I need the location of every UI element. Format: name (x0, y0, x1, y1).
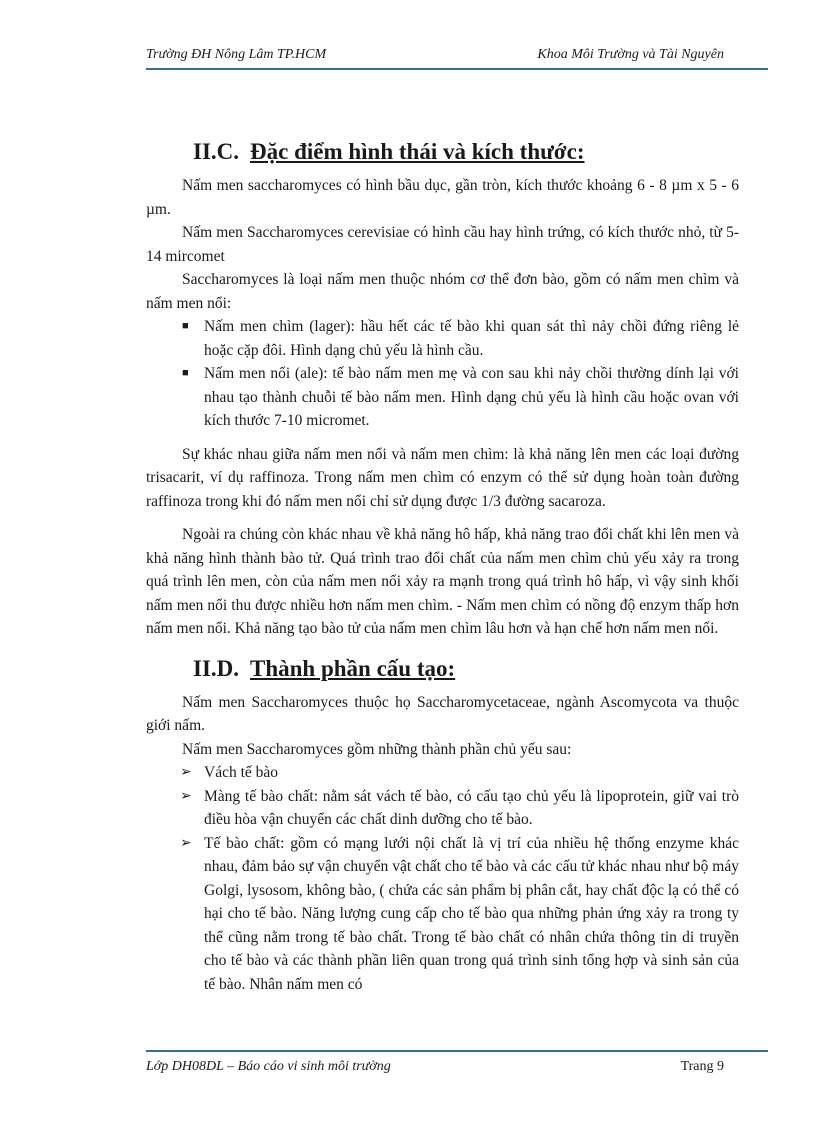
paragraph: Nấm men Saccharomyces thuộc họ Saccharomycetaceae, ngành Ascomycota va thuộc giới nấm. (146, 693, 739, 734)
paragraph: Nấm men Saccharomyces gồm những thành phần chủ yếu sau: (182, 740, 572, 758)
square-bullet-icon: ■ (182, 367, 189, 379)
list-item (146, 785, 739, 832)
list-item-text: Màng tế bào chất: nằm sát vách tế bào, có cấu tạo chủ yếu là lipoprotein, giữ vai trò điều hòa vận chuyển các chất dinh dưỡng cho tế bào. (204, 787, 739, 828)
paragraph: Nấm men Saccharomyces cerevisiae có hình cầu hay hình trứng, có kích thước nhỏ, từ 5-14 mircomet (146, 224, 739, 265)
bullet-list (146, 315, 739, 433)
section-number: II.D. (193, 655, 240, 681)
list-item-text: Tế bào chất: gồm có mạng lưới nội chất là vị trí của nhiều hệ thống enzyme khác nhau, đảm bảo sự vận chuyển vật chất cho tế bào và các cấu tử khác nhau như bộ máy Golgi, lysosom, không bào, ( chứa các sản phẩm bị phân cắt, hay chất độc lạ có thể có hại cho tế bào. Năng lượng cung cấp cho tế bào qua những phản ứng xảy ra trong ty thể cũng nằm trong tế bào chất. Trong tế bào chất có nhân chứa thông tin di truyền cho tế bào và các thành phần liên quan trong quá trình sinh tổng hợp và sinh sản của tế bào. Nhân nấm men có (204, 834, 739, 993)
arrow-list (146, 761, 739, 996)
list-item (146, 761, 739, 785)
section-title: Thành phần cấu tạo: (250, 655, 456, 681)
arrow-bullet-icon: ➢ (180, 765, 192, 780)
header-school: Trường ĐH Nông Lâm TP.HCM (146, 47, 327, 62)
list-item (146, 315, 739, 362)
footer-class: Lớp DH08DL – Báo cáo vi sinh môi trường (146, 1059, 391, 1074)
paragraph: Nấm men saccharomyces có hình bầu dục, gần tròn, kích thước khoảng 6 - 8 µm x 5 - 6 µm. (146, 177, 739, 218)
paragraph: Ngoài ra chúng còn khác nhau về khả năng hô hấp, khả năng trao đổi chất khi lên men và khả năng hình thành bào tử. Quá trình trao đổi chất của nấm men chìm chủ yếu xảy ra trong quá trình lên men, còn của nấm men nổi xảy ra mạnh trong quá trình hô hấp, vì vậy sinh khối nấm men nổi thu được nhiều hơn nấm men chìm. - Nấm men chìm có nồng độ enzym thấp hơn nấm men nổi. Khả năng tạo bào tử của nấm men chìm lâu hơn và hạn chế hơn nấm men nổi. (146, 526, 739, 637)
list-item-text: Nấm men chìm (lager): hầu hết các tế bào khi quan sát thì nảy chồi đứng riêng lẻ hoặc cặp đôi. Hình dạng chủ yếu là hình cầu. (204, 318, 739, 359)
section-heading-c (146, 138, 739, 166)
list-item-text: Nấm men nổi (ale): tế bào nấm men mẹ và con sau khi nảy chồi thường dính lại với nhau tạo thành chuỗi tế bào nấm men. Hình dạng chủ yếu là hình cầu hoặc ovan với kích thước 7-10 micromet. (204, 365, 739, 429)
header-rule (146, 68, 768, 70)
list-item-text: Vách tế bào (204, 764, 279, 781)
square-bullet-icon: ■ (182, 320, 189, 332)
page-body (146, 138, 739, 996)
section-title: Đặc điểm hình thái và kích thước: (250, 139, 585, 164)
footer-rule (146, 1050, 768, 1052)
list-item (146, 832, 739, 997)
paragraph: Saccharomyces là loại nấm men thuộc nhóm cơ thể đơn bào, gồm có nấm men chìm và nấm men nổi: (146, 271, 739, 312)
section-number: II.C. (193, 139, 240, 164)
header-faculty: Khoa Môi Trường và Tài Nguyên (537, 47, 724, 62)
page-number: Trang 9 (680, 1059, 724, 1074)
paragraph: Sự khác nhau giữa nấm men nổi và nấm men chìm: là khả năng lên men các loại đường trisacarit, ví dụ raffinoza. Trong nấm men chìm có enzym có thể sử dụng hoàn toàn đường raffinoza trong khi đó nấm men nổi chỉ sử dụng được 1/3 đường sacaroza. (146, 445, 739, 510)
page-footer (146, 1059, 724, 1075)
page-header (146, 47, 724, 63)
arrow-bullet-icon: ➢ (180, 835, 192, 851)
section-heading-d (146, 655, 739, 683)
arrow-bullet-icon: ➢ (180, 788, 192, 804)
list-item (146, 362, 739, 433)
